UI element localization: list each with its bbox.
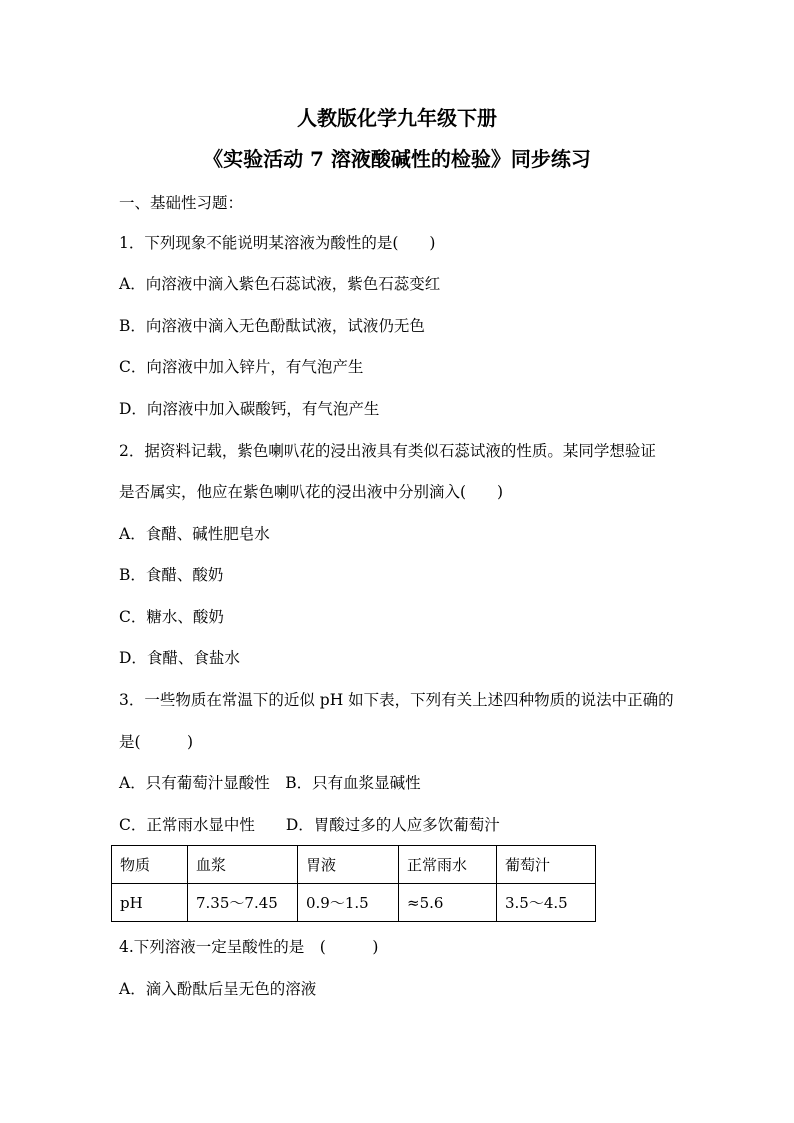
question-4-option-a: A．滴入酚酞后呈无色的溶液: [119, 980, 317, 998]
table-cell: 血浆: [188, 846, 298, 884]
table-header-row: [112, 846, 596, 884]
section-heading: 一、基础性习题：: [119, 194, 244, 212]
question-1-option-c: C．向溶液中加入锌片，有气泡产生: [119, 358, 364, 376]
question-2-option-d: D．食醋、食盐水: [119, 649, 240, 667]
table-cell: pH: [112, 884, 188, 922]
table-cell: ≈5.6: [399, 884, 497, 922]
table-cell: 葡萄汁: [497, 846, 596, 884]
table-cell: 0.9～1.5: [298, 884, 399, 922]
question-1-stem: 1．下列现象不能说明某溶液为酸性的是( ): [119, 234, 436, 252]
document-title: 人教版化学九年级下册: [297, 106, 497, 130]
ph-table: [111, 845, 596, 922]
question-2-stem-line-1: 2．据资料记载，紫色喇叭花的浸出液具有类似石蕊试液的性质。某同学想验证: [119, 442, 656, 460]
question-2-option-b: B．食醋、酸奶: [119, 566, 224, 584]
question-3-stem-line-1: 3．一些物质在常温下的近似 pH 如下表，下列有关上述四种物质的说法中正确的: [119, 691, 674, 709]
table-row: [112, 884, 596, 922]
table-cell: 正常雨水: [399, 846, 497, 884]
question-3-options-row-2: C．正常雨水显中性 D．胃酸过多的人应多饮葡萄汁: [119, 816, 500, 834]
table-cell: 胃液: [298, 846, 399, 884]
question-2-stem-line-2: 是否属实，他应在紫色喇叭花的浸出液中分别滴入( ): [119, 483, 504, 501]
table-cell: 7.35～7.45: [188, 884, 298, 922]
table-cell: 物质: [112, 846, 188, 884]
question-3-options-row-1: A．只有葡萄汁显酸性 B．只有血浆显碱性: [119, 774, 421, 792]
question-2-option-a: A．食醋、碱性肥皂水: [119, 525, 270, 543]
question-1-option-a: A．向溶液中滴入紫色石蕊试液，紫色石蕊变红: [119, 275, 441, 293]
question-2-option-c: C．糖水、酸奶: [119, 608, 224, 626]
question-4-stem: 4.下列溶液一定呈酸性的是 ( ): [119, 938, 379, 956]
question-1-option-d: D．向溶液中加入碳酸钙，有气泡产生: [119, 400, 380, 418]
question-3-stem-line-2: 是( ): [119, 733, 194, 751]
document-subtitle: 《实验活动 7 溶液酸碱性的检验》同步练习: [203, 147, 591, 171]
question-1-option-b: B．向溶液中滴入无色酚酞试液，试液仍无色: [119, 317, 425, 335]
table-cell: 3.5～4.5: [497, 884, 596, 922]
